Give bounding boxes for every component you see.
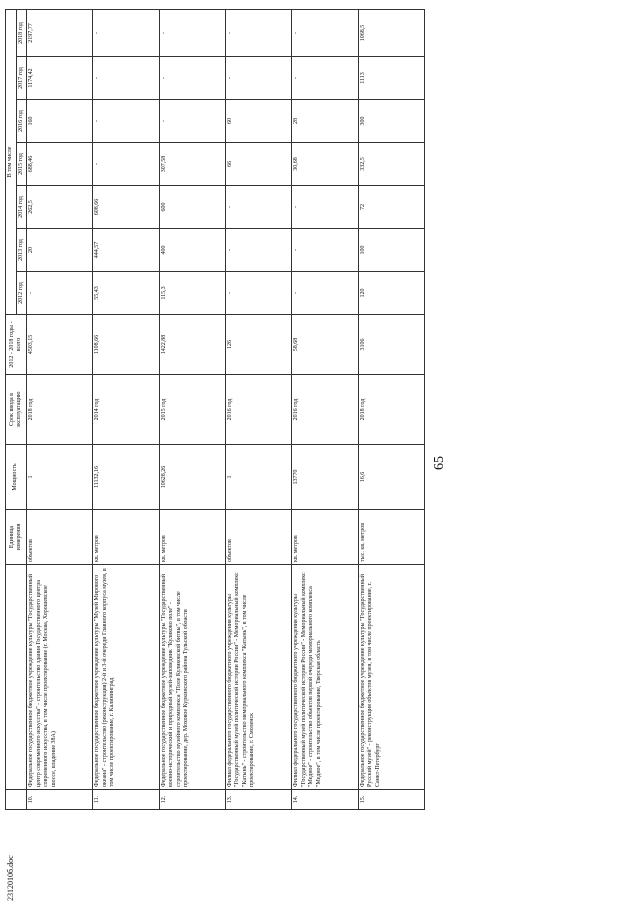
table-row <box>159 9 225 809</box>
capacity-cell: 1 <box>27 445 93 510</box>
year-cell: - <box>93 143 159 186</box>
unit-cell: кв. метров <box>159 510 225 565</box>
year-cell: 300 <box>358 100 424 143</box>
year-cell: - <box>225 186 291 229</box>
deadline-cell: 2018 год <box>27 375 93 445</box>
row-number: 14. <box>292 790 358 810</box>
unit-cell: кв. метров <box>93 510 159 565</box>
row-number: 12. <box>159 790 225 810</box>
year-cell: - <box>225 9 291 56</box>
header-total: 2012 - 2018 годы - всего <box>6 315 27 375</box>
year-cell: 66 <box>225 143 291 186</box>
unit-cell: объектов <box>27 510 93 565</box>
object-name: Федеральное государственное бюджетное учреждение культуры "Государственный центр современного искусства" - строительство здания Государственного центра современного искусства, в том числе проектирование (г. Москва, Хорошевское шоссе, владение 38А) <box>27 565 93 790</box>
total-cell: 1422,88 <box>159 315 225 375</box>
construction-table <box>5 9 425 810</box>
header-num <box>6 790 27 810</box>
deadline-cell: 2014 год <box>93 375 159 445</box>
header-year: 2017 год <box>16 57 27 100</box>
year-cell: - <box>292 186 358 229</box>
header-including: В том числе <box>6 9 17 314</box>
deadline-cell: 2016 год <box>225 375 291 445</box>
deadline-cell: 2016 год <box>292 375 358 445</box>
year-cell: 1068,5 <box>358 9 424 56</box>
unit-cell: объектов <box>225 510 291 565</box>
year-cell: - <box>292 57 358 100</box>
deadline-cell: 2018 год <box>358 375 424 445</box>
capacity-cell: 1 <box>225 445 291 510</box>
year-cell: - <box>159 100 225 143</box>
year-cell: 100 <box>358 229 424 272</box>
header-year: 2015 год <box>16 143 27 186</box>
header-year: 2018 год <box>16 9 27 56</box>
total-cell: 1108,66 <box>93 315 159 375</box>
object-name: Филиал федерального государственного бюджетного учреждения культуры "Государственный музей политической истории России" - Мемориальный комплекс "Медное" - строительство объектов первой очереди мемориального комплекса "Медное", в том числе проектирование, Тверская область <box>292 565 358 790</box>
table-row <box>93 9 159 809</box>
document-id: 2312010б.doc <box>6 855 15 901</box>
year-cell: 60 <box>225 100 291 143</box>
header-year: 2013 год <box>16 229 27 272</box>
capacity-cell: 10628,26 <box>159 445 225 510</box>
page-number: 65 <box>432 456 447 470</box>
capacity-cell: 11132,16 <box>93 445 159 510</box>
year-cell: - <box>159 57 225 100</box>
year-cell: - <box>93 9 159 56</box>
year-cell: 608,66 <box>93 186 159 229</box>
year-cell: 55,43 <box>93 272 159 315</box>
unit-cell: кв. метров <box>292 510 358 565</box>
year-cell: 72 <box>358 186 424 229</box>
row-number: 11. <box>93 790 159 810</box>
year-cell: 120 <box>358 272 424 315</box>
year-cell: 20 <box>27 229 93 272</box>
table-row <box>358 9 424 809</box>
year-cell: - <box>225 57 291 100</box>
table-row <box>292 9 358 809</box>
object-name: Федеральное государственное бюджетное учреждение культуры "Государственный Русский музей" - реконструкция объектов музея, в том числе проектирование, г. Санкт-Петербург <box>358 565 424 790</box>
year-cell: - <box>292 229 358 272</box>
total-cell: 126 <box>225 315 291 375</box>
year-cell: - <box>225 272 291 315</box>
row-number: 10. <box>27 790 93 810</box>
year-cell: 332,5 <box>358 143 424 186</box>
header-year: 2016 год <box>16 100 27 143</box>
year-cell: 160 <box>27 100 93 143</box>
object-name: Федеральное государственное бюджетное учреждение культуры "Государственный военно-исторический и природный музей-заповедник "Куликово поле" - строительство музейного комплекса "Поле Куликовской битвы", в том числе проектирование, дер. Моховое Куркинского района Тульской области <box>159 565 225 790</box>
unit-cell: тыс. кв. метров <box>358 510 424 565</box>
year-cell: 115,3 <box>159 272 225 315</box>
year-cell: - <box>27 272 93 315</box>
year-cell: 28 <box>292 100 358 143</box>
header-capacity: Мощность <box>6 445 27 510</box>
total-cell: 58,68 <box>292 315 358 375</box>
table-row <box>225 9 291 809</box>
year-cell: 1113 <box>358 57 424 100</box>
year-cell: 2197,77 <box>27 9 93 56</box>
row-number: 15. <box>358 790 424 810</box>
header-unit: Единица измерения <box>6 510 27 565</box>
total-cell: 4503,15 <box>27 315 93 375</box>
year-cell: 400 <box>159 229 225 272</box>
table-row <box>27 9 93 809</box>
year-cell: 1174,42 <box>27 57 93 100</box>
year-cell: 600 <box>159 186 225 229</box>
year-cell: - <box>225 229 291 272</box>
capacity-cell: 13770 <box>292 445 358 510</box>
capacity-cell: 16,6 <box>358 445 424 510</box>
year-cell: 262,5 <box>27 186 93 229</box>
object-name: Филиал федерального государственного бюджетного учреждения культуры "Государственный музей политической истории России" - Мемориальный комплекс "Катынь" - строительство мемориального комплекса "Катынь", в том числе проектирование, г. Смоленск <box>225 565 291 790</box>
year-cell: - <box>93 100 159 143</box>
row-number: 13. <box>225 790 291 810</box>
year-cell: - <box>292 9 358 56</box>
header-name <box>6 565 27 790</box>
header-year: 2012 год <box>16 272 27 315</box>
header-deadline: Срок ввода в эксплуатацию <box>6 375 27 445</box>
year-cell: 307,58 <box>159 143 225 186</box>
deadline-cell: 2015 год <box>159 375 225 445</box>
year-cell: - <box>93 57 159 100</box>
year-cell: 688,46 <box>27 143 93 186</box>
total-cell: 3106 <box>358 315 424 375</box>
year-cell: 444,57 <box>93 229 159 272</box>
header-year: 2014 год <box>16 186 27 229</box>
object-name: Федеральное государственное бюджетное учреждение культуры "Музей Мирового океана" - строительство (реконструкция) 2-й и 3-й очереди Главного корпуса музея, в том числе проектирование, г. Калининград <box>93 565 159 790</box>
year-cell: - <box>292 272 358 315</box>
year-cell: 30,68 <box>292 143 358 186</box>
year-cell: - <box>159 9 225 56</box>
